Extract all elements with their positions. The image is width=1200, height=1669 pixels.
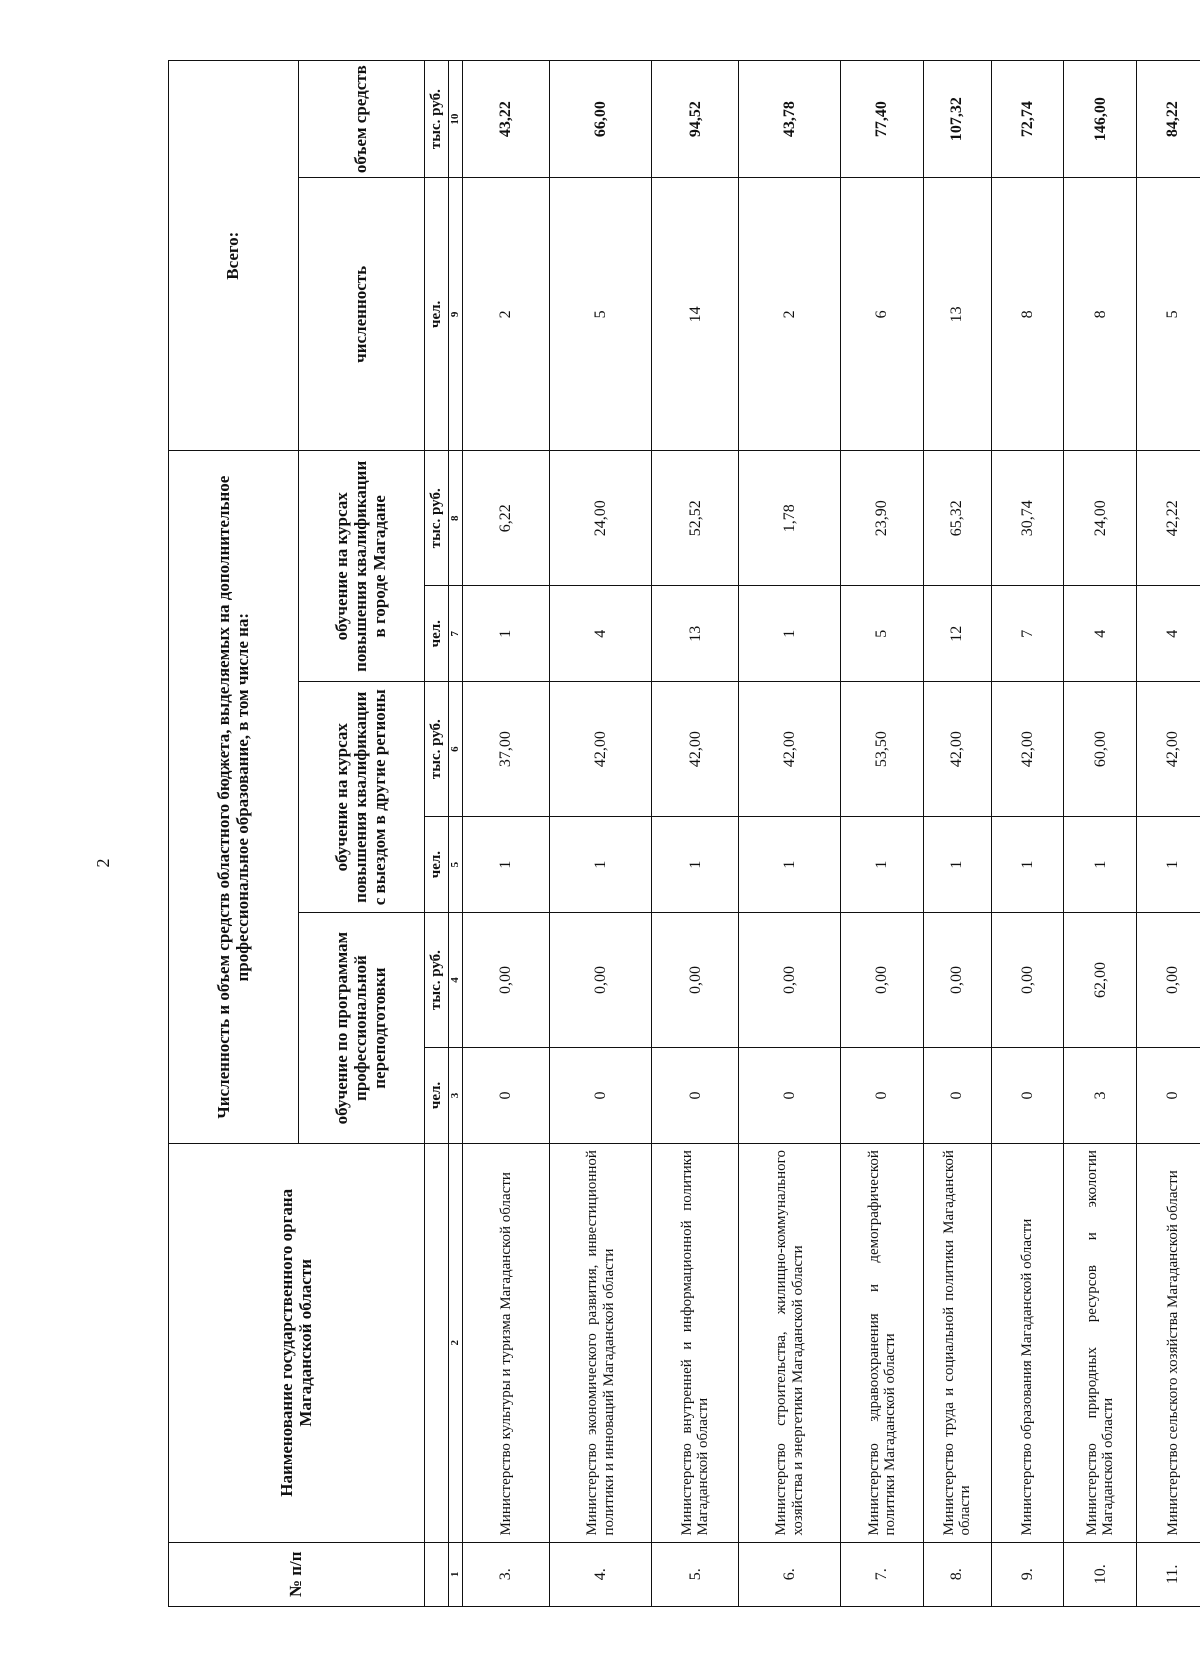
row-index: 10. — [1064, 1542, 1137, 1606]
cell-retrain-people: 3 — [1064, 1047, 1137, 1143]
cell-retrain-rub: 0,00 — [1137, 913, 1200, 1048]
table-row — [739, 61, 841, 1607]
cell-magadan-people: 7 — [991, 586, 1064, 682]
cell-total-people: 5 — [550, 178, 652, 451]
cell-total-rub: 66,00 — [550, 61, 652, 178]
cell-retrain-rub: 0,00 — [739, 913, 841, 1048]
cell-total-people: 2 — [739, 178, 841, 451]
cell-regions-rub: 42,00 — [923, 682, 991, 817]
cell-retrain-people: 0 — [652, 1047, 739, 1143]
unit-empty — [425, 1542, 449, 1606]
cell-magadan-people: 12 — [923, 586, 991, 682]
cell-total-rub: 146,00 — [1064, 61, 1137, 178]
organ-name: Министерство строительства, жилищно-коммунального хозяйства и энергетики Магаданской области — [739, 1144, 841, 1543]
column-number: 6 — [449, 682, 463, 817]
column-number: 1 — [449, 1542, 463, 1606]
cell-total-people: 13 — [923, 178, 991, 451]
cell-total-people: 14 — [652, 178, 739, 451]
cell-total-people: 6 — [841, 178, 923, 451]
unit-people: чел. — [425, 1047, 449, 1143]
table-row — [923, 61, 991, 1607]
cell-magadan-rub: 1,78 — [739, 451, 841, 586]
cell-regions-people: 1 — [923, 817, 991, 913]
row-index: 5. — [652, 1542, 739, 1606]
cell-total-people: 2 — [463, 178, 550, 451]
page-number: 2 — [93, 858, 113, 868]
row-index: 6. — [739, 1542, 841, 1606]
cell-magadan-people: 4 — [1064, 586, 1137, 682]
column-number: 7 — [449, 586, 463, 682]
header-no: № п/п — [169, 1542, 425, 1606]
cell-magadan-people: 5 — [841, 586, 923, 682]
unit-people: чел. — [425, 586, 449, 682]
cell-total-rub: 77,40 — [841, 61, 923, 178]
cell-retrain-rub: 62,00 — [1064, 913, 1137, 1048]
cell-magadan-rub: 6,22 — [463, 451, 550, 586]
cell-retrain-people: 0 — [991, 1047, 1064, 1143]
header-total: Всего: — [169, 61, 299, 451]
header-organ: Наименование государственного органа Магаданской области — [169, 1144, 425, 1543]
organ-name: Министерство внутренней и информационной политики Магаданской области — [652, 1144, 739, 1543]
cell-regions-people: 1 — [652, 817, 739, 913]
cell-retrain-people: 0 — [841, 1047, 923, 1143]
unit-rub: тыс. руб. — [425, 682, 449, 817]
row-index: 4. — [550, 1542, 652, 1606]
cell-regions-rub: 42,00 — [550, 682, 652, 817]
cell-retrain-rub: 0,00 — [841, 913, 923, 1048]
column-number: 9 — [449, 178, 463, 451]
cell-magadan-rub: 30,74 — [991, 451, 1064, 586]
organ-name: Министерство культуры и туризма Магаданской области — [463, 1144, 550, 1543]
cell-regions-people: 1 — [1137, 817, 1200, 913]
cell-regions-rub: 42,00 — [652, 682, 739, 817]
table-row — [1064, 61, 1137, 1607]
cell-regions-people: 1 — [463, 817, 550, 913]
row-index: 3. — [463, 1542, 550, 1606]
cell-total-rub: 107,32 — [923, 61, 991, 178]
cell-total-people: 8 — [1064, 178, 1137, 451]
table-row — [652, 61, 739, 1607]
organ-name: Министерство здравоохранения и демографической политики Магаданской области — [841, 1144, 923, 1543]
cell-retrain-rub: 0,00 — [991, 913, 1064, 1048]
cell-regions-rub: 42,00 — [739, 682, 841, 817]
cell-retrain-people: 0 — [739, 1047, 841, 1143]
unit-rub: тыс. руб. — [425, 451, 449, 586]
header-group-title: Численность и объем средств областного бюджета, выделяемых на дополнительное профессиональное образование, в том числе на: — [169, 451, 299, 1144]
row-index: 11. — [1137, 1542, 1200, 1606]
cell-regions-rub: 60,00 — [1064, 682, 1137, 817]
unit-empty — [425, 1144, 449, 1543]
cell-magadan-people: 1 — [739, 586, 841, 682]
organ-name: Министерство природных ресурсов и экологии Магаданской области — [1064, 1144, 1137, 1543]
header-sub-magadan: обучение на курсах повышения квалификации в городе Магадане — [299, 451, 425, 682]
cell-retrain-rub: 0,00 — [923, 913, 991, 1048]
cell-magadan-people: 4 — [1137, 586, 1200, 682]
unit-people: чел. — [425, 178, 449, 451]
cell-regions-people: 1 — [550, 817, 652, 913]
unit-rub: тыс. руб. — [425, 913, 449, 1048]
cell-retrain-people: 0 — [463, 1047, 550, 1143]
cell-magadan-rub: 24,00 — [550, 451, 652, 586]
row-index: 7. — [841, 1542, 923, 1606]
cell-total-rub: 84,22 — [1137, 61, 1200, 178]
cell-total-rub: 43,78 — [739, 61, 841, 178]
header-total-amount: объем средств — [299, 61, 425, 178]
cell-total-people: 5 — [1137, 178, 1200, 451]
table-row — [550, 61, 652, 1607]
cell-magadan-people: 1 — [463, 586, 550, 682]
column-number: 3 — [449, 1047, 463, 1143]
cell-regions-people: 1 — [739, 817, 841, 913]
budget-table-rotated — [168, 60, 1200, 1607]
cell-magadan-people: 4 — [550, 586, 652, 682]
cell-regions-people: 1 — [1064, 817, 1137, 913]
organ-name: Министерство экономического развития, инвестиционной политики и инноваций Магаданской области — [550, 1144, 652, 1543]
organ-name: Министерство сельского хозяйства Магаданской области — [1137, 1144, 1200, 1543]
cell-magadan-people: 13 — [652, 586, 739, 682]
organ-name: Министерство труда и социальной политики Магаданской области — [923, 1144, 991, 1543]
cell-retrain-rub: 0,00 — [550, 913, 652, 1048]
column-number: 2 — [449, 1144, 463, 1543]
table-row — [463, 61, 550, 1607]
cell-magadan-rub: 42,22 — [1137, 451, 1200, 586]
cell-magadan-rub: 23,90 — [841, 451, 923, 586]
unit-rub: тыс. руб. — [425, 61, 449, 178]
column-number: 5 — [449, 817, 463, 913]
cell-regions-people: 1 — [841, 817, 923, 913]
cell-regions-rub: 53,50 — [841, 682, 923, 817]
column-number: 8 — [449, 451, 463, 586]
cell-total-rub: 43,22 — [463, 61, 550, 178]
cell-retrain-people: 0 — [550, 1047, 652, 1143]
column-number: 4 — [449, 913, 463, 1048]
cell-retrain-people: 0 — [923, 1047, 991, 1143]
cell-magadan-rub: 65,32 — [923, 451, 991, 586]
header-sub-retraining: обучение по программам профессиональной переподготовки — [299, 913, 425, 1144]
header-total-count: численность — [299, 178, 425, 451]
table-row — [1137, 61, 1200, 1607]
unit-people: чел. — [425, 817, 449, 913]
cell-regions-people: 1 — [991, 817, 1064, 913]
table-row — [991, 61, 1064, 1607]
row-index: 8. — [923, 1542, 991, 1606]
cell-regions-rub: 37,00 — [463, 682, 550, 817]
budget-table — [168, 60, 1200, 1607]
cell-retrain-rub: 0,00 — [463, 913, 550, 1048]
cell-regions-rub: 42,00 — [991, 682, 1064, 817]
cell-total-rub: 94,52 — [652, 61, 739, 178]
organ-name: Министерство образования Магаданской области — [991, 1144, 1064, 1543]
cell-total-people: 8 — [991, 178, 1064, 451]
table-row — [841, 61, 923, 1607]
row-index: 9. — [991, 1542, 1064, 1606]
cell-magadan-rub: 24,00 — [1064, 451, 1137, 586]
cell-magadan-rub: 52,52 — [652, 451, 739, 586]
header-sub-other-regions: обучение на курсах повышения квалификации с выездом в другие регионы — [299, 682, 425, 913]
cell-retrain-rub: 0,00 — [652, 913, 739, 1048]
cell-regions-rub: 42,00 — [1137, 682, 1200, 817]
cell-retrain-people: 0 — [1137, 1047, 1200, 1143]
column-number: 10 — [449, 61, 463, 178]
cell-total-rub: 72,74 — [991, 61, 1064, 178]
